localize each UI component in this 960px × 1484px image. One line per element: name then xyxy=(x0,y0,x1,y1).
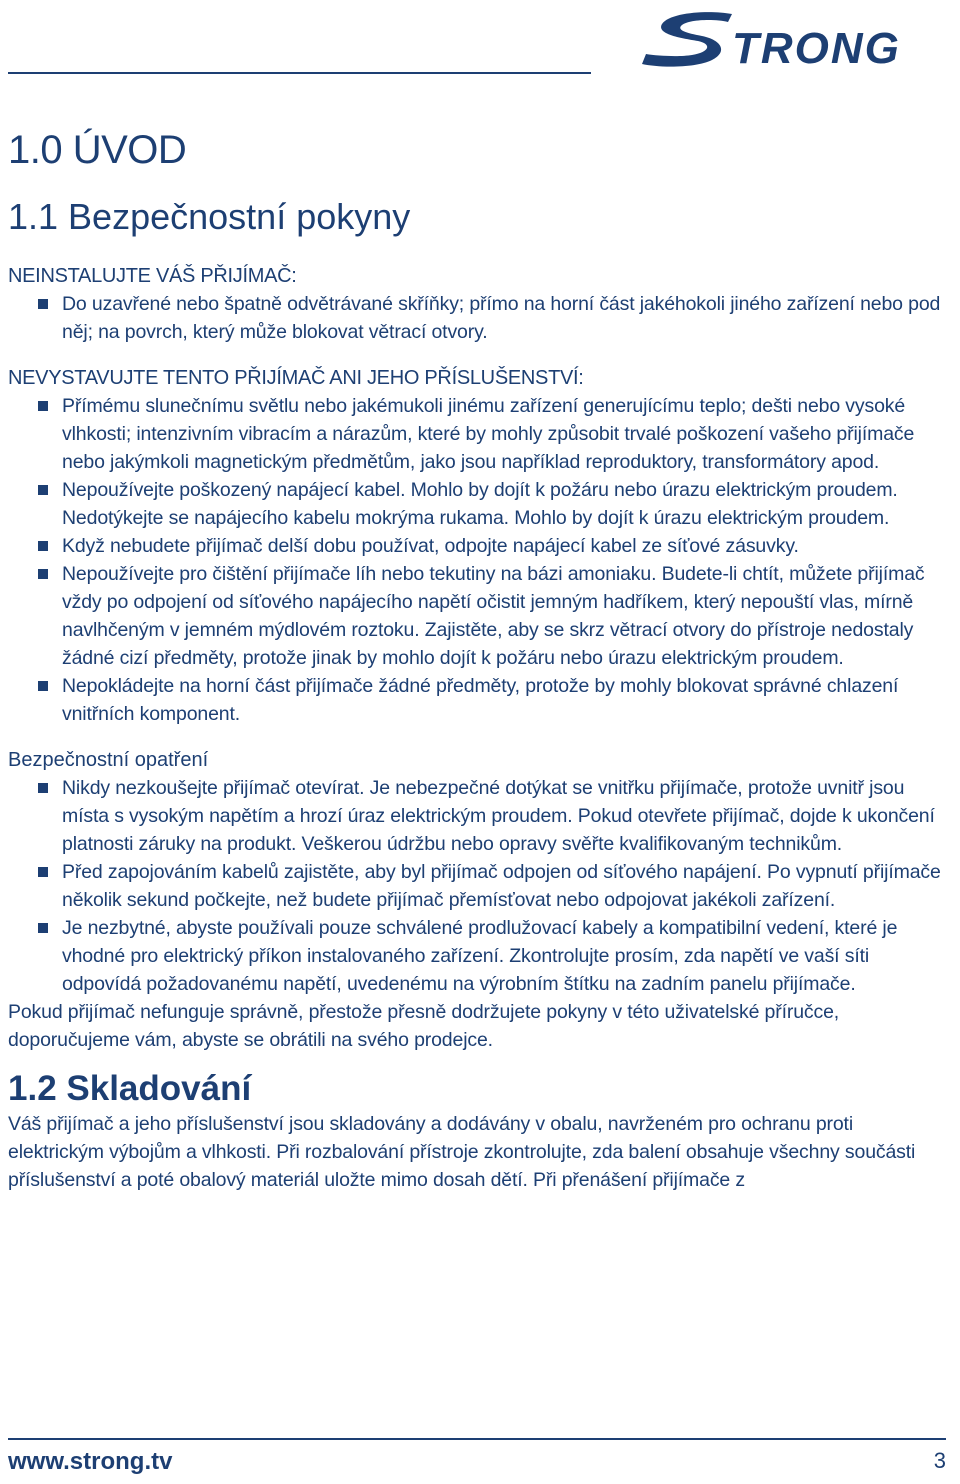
list-item-text: Nikdy nezkoušejte přijímač otevírat. Je nebezpečné dotýkat se vnitřku přijímače, protože uvnitř jsou místa s vysokým napětím a hrozí úraz elektrickým proudem. Pokud otevřete přijímač, dojde k ukončení platnosti záruky na produkt. Veškerou údržbu nebo opravy svěřte kvalifikovaným technikům. xyxy=(62,777,935,855)
strong-logo-image xyxy=(640,8,952,72)
storage-paragraph: Váš přijímač a jeho příslušenství jsou skladovány a dodávány v obalu, navrženém pro ochranu proti elektrickým výbojům a vlhkosti. Při rozbalování přístroje zkontrolujte, zda balení obsahuje všechny součásti příslušenství a poté obalový materiál uložte mimo dosah dětí. Při přenášení přijímače z xyxy=(8,1113,916,1191)
section-heading: Bezpečnostní opatření xyxy=(8,749,209,771)
list-item xyxy=(8,914,946,998)
list-item xyxy=(8,672,946,728)
bullet-square-icon xyxy=(38,485,48,495)
bullet-square-icon xyxy=(38,867,48,877)
svg-text:TRONG: TRONG xyxy=(732,24,901,72)
chapter-title: 1.0 ÚVOD xyxy=(8,128,187,172)
list-item-text: Nepoužívejte pro čištění přijímače líh nebo tekutiny na bázi amoniaku. Budete-li chtít, můžete přijímač vždy po odpojení od síťového napájecího napětí očistit jemným hadříkem, který nepouští vlas, mírně navlhčeným v jemném mýdlovém roztoku. Zajistěte, aby se skrz větrací otvory do přístroje nedostaly žádné cizí předměty, protože jinak by mohlo dojít k požáru nebo úrazu elektrickým proudem. xyxy=(62,563,925,669)
section-title-storage: 1.2 Skladování xyxy=(8,1069,252,1108)
bullet-square-icon xyxy=(38,401,48,411)
list-item-text: Když nebudete přijímač delší dobu používat, odpojte napájecí kabel ze síťové zásuvky. xyxy=(62,535,799,557)
section-title-safety: 1.1 Bezpečnostní pokyny xyxy=(8,196,411,237)
list-item xyxy=(8,476,946,532)
list-item-text: Je nezbytné, abyste používali pouze schválené prodlužovací kabely a kompatibilní vedení, které je vhodné pro elektrický příkon instalovaného zařízení. Zkontrolujte prosím, zda napětí ve vaší síti odpovídá požadovanému napětí, uvedenému na výrobním štítku na zadním panelu přijímače. xyxy=(62,917,898,995)
page-number: 3 xyxy=(933,1448,946,1473)
list-item xyxy=(8,392,946,476)
section-heading: NEINSTALUJTE VÁŠ PŘIJÍMAČ: xyxy=(8,265,297,287)
footer-website-link[interactable]: www.strong.tv xyxy=(8,1448,173,1475)
bullet-square-icon xyxy=(38,541,48,551)
strong-logo xyxy=(640,8,952,72)
section-safety-precautions xyxy=(8,746,946,1054)
bullet-square-icon xyxy=(38,783,48,793)
bullet-square-icon xyxy=(38,923,48,933)
section-heading: NEVYSTAVUJTE TENTO PŘIJÍMAČ ANI JEHO PŘÍSLUŠENSTVÍ: xyxy=(8,367,584,389)
list-item xyxy=(8,532,946,560)
list-item xyxy=(8,858,946,914)
bullet-square-icon xyxy=(38,299,48,309)
section-do-not-expose xyxy=(8,364,946,728)
bullet-list xyxy=(8,290,946,346)
body-paragraph: Pokud přijímač nefunguje správně, přestože přesně dodržujete pokyny v této uživatelské příručce, doporučujeme vám, abyste se obrátili na svého prodejce. xyxy=(8,1001,840,1051)
list-item-text: Nepoužívejte poškozený napájecí kabel. Mohlo by dojít k požáru nebo úrazu elektrickým proudem. Nedotýkejte se napájecího kabelu mokrýma rukama. Mohlo by dojít k úrazu elektrickým proudem. xyxy=(62,479,898,529)
bullet-list xyxy=(8,392,946,728)
list-item xyxy=(8,290,946,346)
section-do-not-install xyxy=(8,262,946,346)
list-item-text: Do uzavřené nebo špatně odvětrávané skříňky; přímo na horní část jakéhokoli jiného zařízení nebo pod něj; na povrch, který může blokovat větrací otvory. xyxy=(62,293,941,343)
list-item-text: Nepokládejte na horní část přijímače žádné předměty, protože by mohly blokovat správné chlazení vnitřních komponent. xyxy=(62,675,899,725)
bullet-square-icon xyxy=(38,569,48,579)
bullet-square-icon xyxy=(38,681,48,691)
list-item xyxy=(8,774,946,858)
page-content xyxy=(8,126,946,1194)
list-item xyxy=(8,560,946,672)
footer-rule xyxy=(8,1438,946,1440)
header-rule xyxy=(8,72,591,74)
list-item-text: Přímému slunečnímu světlu nebo jakémukoli jinému zařízení generujícímu teplo; dešti nebo vysoké vlhkosti; intenzivním vibracím a nárazům, které by mohly způsobit trvalé poškození vašeho přijímače nebo jakýmkoli magnetickým předmětům, jako jsou například reproduktory, transformátory apod. xyxy=(62,395,915,473)
bullet-list xyxy=(8,774,946,998)
list-item-text: Před zapojováním kabelů zajistěte, aby byl přijímač odpojen od síťového napájení. Po vypnutí přijímače několik sekund počkejte, než budete přijímač přemísťovat nebo odpojovat jakékoli zařízení. xyxy=(62,861,941,911)
